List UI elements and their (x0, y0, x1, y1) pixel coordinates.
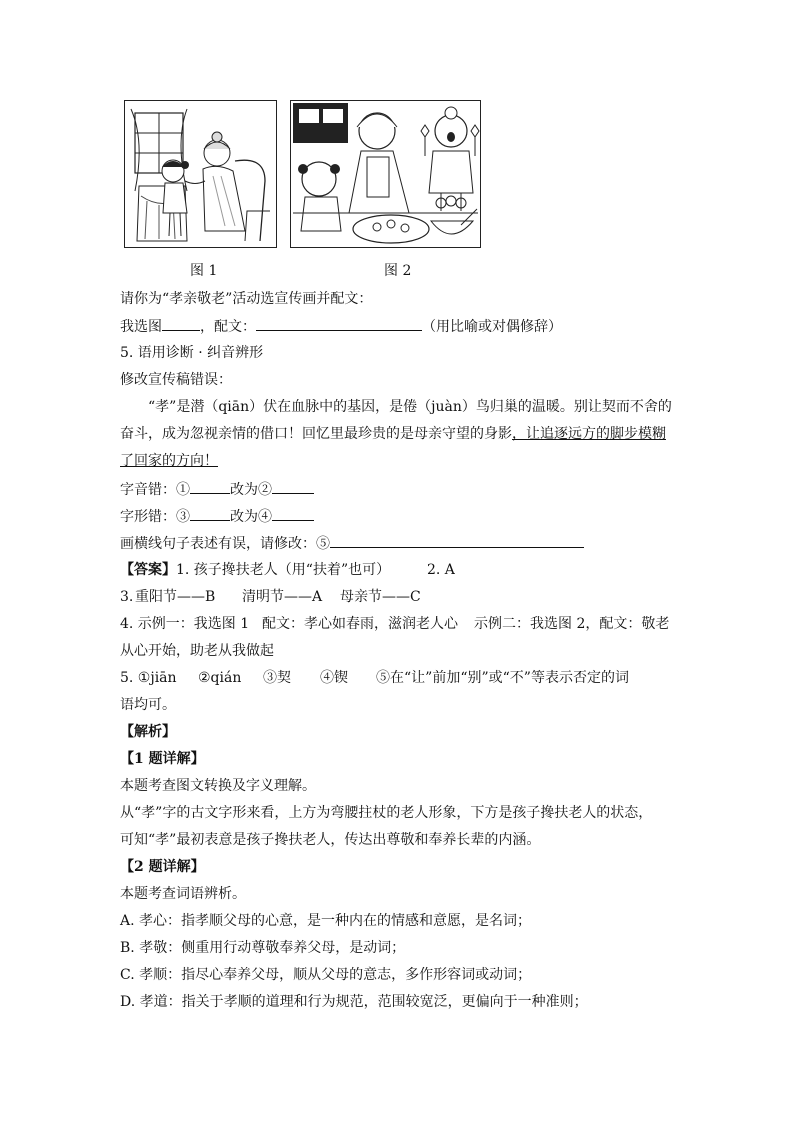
answer-4-line-2: 从心开始，助老从我做起 (120, 643, 274, 659)
answer-header: 【答案】 (120, 562, 176, 578)
answer-5-item: 5. ①jiān (120, 670, 177, 686)
q2-option-c: C. 孝顺：指尽心奉养父母，顺从父母的意志，多作形容词或动词； (120, 967, 532, 983)
pronunciation-change-label: 改为② (230, 482, 272, 498)
answer-3-number: 3. (120, 589, 134, 605)
figure-1-illustration (124, 100, 277, 248)
blank-3[interactable] (190, 506, 230, 521)
blank-5[interactable] (330, 533, 584, 548)
answer-1: 1. 孩子搀扶老人（用“扶着”也可） (176, 562, 391, 578)
pronunciation-error-label: 字音错：① (120, 482, 190, 498)
answer-5-tail: ⑤在“让”前加“别”或“不”等表示否定的词 (376, 670, 629, 686)
answer-5-item: ③契 (263, 670, 291, 686)
blank-2[interactable] (272, 479, 314, 494)
passage-underlined-sentence-a: ，让追逐远方的脚步模糊 (512, 426, 666, 442)
q2-option-b: B. 孝敬：侧重用行动尊敬奉养父母，是动词； (120, 940, 406, 956)
form-change-label: 改为④ (230, 509, 272, 525)
q1-detail-line-2: 从“孝”字的古文字形来看，上方为弯腰拄杖的老人形象，下方是孩子搀扶老人的状态， (120, 805, 653, 821)
answer-4-line-1b: 配文：孝心如春雨，滋润老人心 (262, 616, 458, 632)
form-error-label: 字形错：③ (120, 509, 190, 525)
passage-line-2 (120, 424, 666, 444)
q2-option-a: A. 孝心：指孝顺父母的心意，是一种内在的情感和意愿，是名词； (120, 913, 532, 929)
answer-2: 2. A (427, 562, 455, 578)
q2-option-d: D. 孝道：指关于孝顺的道理和行为规范，范围较宽泛，更偏向于一种准则； (120, 994, 588, 1010)
q5-instruction: 修改宣传稿错误： (120, 372, 232, 388)
figure-2-illustration (290, 100, 481, 248)
q4-caption-blank[interactable] (256, 316, 422, 331)
q4-prompt: 请你为“孝亲敬老”活动选宣传画并配文： (120, 291, 373, 307)
q1-detail-header: 【1 题详解】 (120, 751, 205, 767)
q1-detail-line-1: 本题考查图文转换及字义理解。 (120, 778, 316, 794)
form-error-line (120, 506, 314, 527)
answer-line-1 (120, 560, 390, 580)
passage-line-2-plain: 奋斗，成为忽视亲情的借口！回忆里最珍贵的是母亲守望的身影 (120, 426, 512, 442)
q4-figure-blank[interactable] (162, 316, 200, 331)
answer-4-line-1a: 4. 示例一：我选图 1 (120, 616, 250, 632)
figure-1-drawing (125, 101, 276, 247)
q4-caption-label: ，配文： (200, 319, 256, 335)
q2-detail-line-1: 本题考查词语辨析。 (120, 886, 246, 902)
answer-3-item: 母亲节——C (340, 589, 421, 605)
analysis-header: 【解析】 (120, 724, 176, 740)
answer-5-item: ②qián (198, 670, 242, 686)
figure-2-drawing (291, 101, 480, 247)
sentence-error-label: 画横线句子表述有误，请修改：⑤ (120, 536, 330, 552)
answer-5-item: ④锲 (320, 670, 348, 686)
passage-underlined-sentence-b: 了回家的方向！ (120, 453, 218, 469)
pronunciation-error-line (120, 479, 314, 500)
answer-5-line-2: 语均可。 (120, 697, 176, 713)
answer-3 (120, 587, 133, 607)
figure-1-caption: 图 1 (190, 263, 218, 279)
q1-detail-line-3: 可知“孝”最初表意是孩子搀扶老人，传达出尊敬和奉养长辈的内涵。 (120, 832, 541, 848)
q4-select-label: 我选图 (120, 319, 162, 335)
answer-3-item: 重阳节——B (135, 589, 216, 605)
q4-hint: （用比喻或对偶修辞） (422, 319, 562, 335)
blank-1[interactable] (190, 479, 230, 494)
q2-detail-header: 【2 题详解】 (120, 859, 205, 875)
answer-4-line-1c: 示例二：我选图 2，配文：敬老 (474, 616, 670, 632)
passage-line-1: “孝”是潜（qiān）伏在血脉中的基因，是倦（juàn）鸟归巢的温暖。别让契而不舍的 (148, 399, 672, 415)
blank-4[interactable] (272, 506, 314, 521)
q4-answer-line (120, 316, 562, 337)
q5-title: 5. 语用诊断 · 纠音辨形 (120, 345, 264, 361)
answer-3-item: 清明节——A (242, 589, 323, 605)
sentence-error-line (120, 533, 584, 554)
figure-2-caption: 图 2 (384, 263, 412, 279)
